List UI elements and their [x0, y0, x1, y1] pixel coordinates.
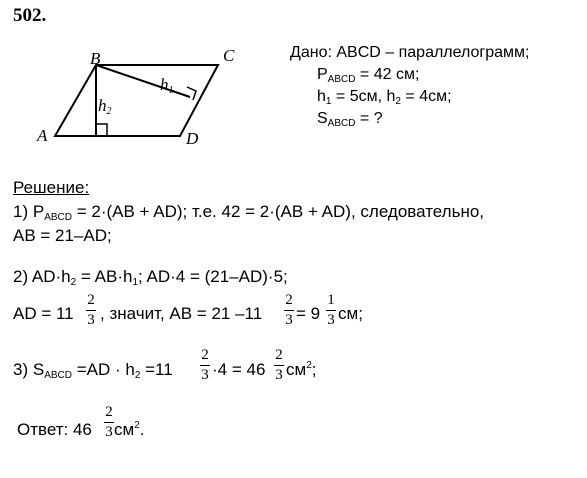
parallelogram-outline: [55, 65, 218, 136]
fraction-answer: 2 3: [105, 404, 113, 440]
fraction-ad: 2 3: [87, 292, 95, 328]
step-3-part-3: $см^2$;: [286, 360, 317, 379]
vertex-label-c: C: [223, 46, 235, 65]
vertex-label-a: A: [37, 126, 48, 145]
ad-text-part-1: AD = 11: [13, 304, 74, 323]
step-3-part-2: ·4 = 46: [212, 360, 266, 379]
vertex-label-d: D: [186, 129, 199, 148]
ad-text-part-2: , значит, AB = 21 –11: [100, 304, 263, 323]
given-perimeter: $P_{ABCD} = 42$ см;: [317, 66, 420, 85]
step-1-line-2: AB = 21–AD;: [13, 226, 112, 245]
right-angle-mark-h2: [96, 124, 107, 136]
height-label-h1: $h_1$: [160, 75, 174, 96]
answer-part-2: $см^2$.: [114, 420, 145, 439]
ad-text-part-3: = 9: [296, 304, 321, 323]
fraction-ab-2: 1 3: [327, 292, 335, 328]
answer-part-1: Ответ: 46: [17, 420, 92, 439]
height-h1-line: [96, 65, 190, 97]
fraction-area-2: 2 3: [275, 347, 283, 383]
given-line-1: Дано: ABCD – параллелограмм;: [290, 44, 530, 61]
step-3-part-1: 3) $S_{ABCD} =AD \cdot h_2 =11$: [13, 360, 173, 381]
step-2-line-1: 2) $AD\cdot h_2 = AB\cdot h_1$; AD·4 = (21–AD)·5;: [13, 267, 288, 288]
problem-number: 502.: [13, 5, 47, 26]
given-heights: $h_1 = 5см$, $h_2 = 4см$;: [317, 88, 452, 107]
right-angle-mark-h1: [187, 87, 196, 100]
solution-heading: Решение:: [13, 178, 90, 197]
ad-text-part-4: см;: [338, 304, 363, 323]
vertex-label-b: B: [90, 49, 101, 68]
given-area-question: $S_{ABCD}$ = ?: [317, 110, 383, 129]
height-label-h2: $h_2$: [98, 96, 112, 117]
fraction-area-1: 2 3: [201, 347, 209, 383]
step-1-line-1: 1) $P_{ABCD} = 2\cdot(AB + AD)$; т.е. 42 = 2·(AB + AD), следовательно,: [13, 202, 485, 223]
fraction-ab-1: 2 3: [285, 292, 293, 328]
